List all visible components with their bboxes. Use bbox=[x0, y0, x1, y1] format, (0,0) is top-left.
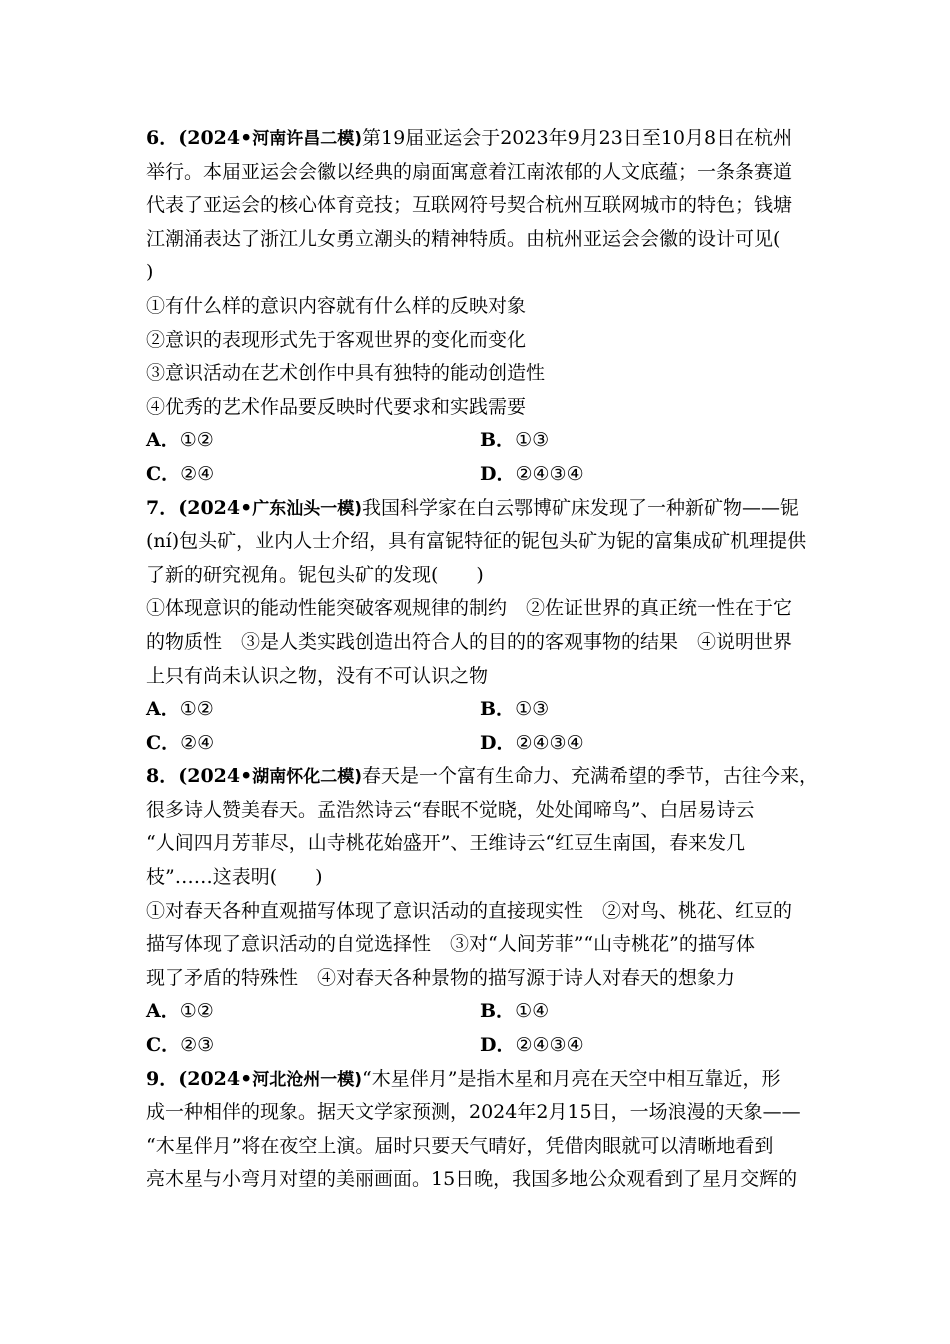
option-text: ①④ bbox=[515, 1000, 550, 1023]
option-d bbox=[480, 458, 814, 492]
question-text-line: ) bbox=[146, 261, 154, 284]
question-8-line-1 bbox=[146, 760, 819, 794]
option-letter: D． bbox=[480, 731, 516, 754]
question-number: 6． bbox=[146, 127, 179, 149]
option-letter: C． bbox=[146, 462, 181, 485]
option-a bbox=[146, 424, 480, 458]
document-page bbox=[146, 122, 819, 1197]
option-text: ①③ bbox=[515, 698, 550, 721]
option-text: ①② bbox=[179, 1000, 214, 1023]
option-letter: D． bbox=[480, 462, 516, 485]
question-text-line: (ní)包头矿，业内人士介绍，具有富铌特征的铌包头矿为铌的富集成矿机理提供 bbox=[146, 530, 807, 553]
option-letter: B． bbox=[480, 429, 516, 452]
option-c bbox=[146, 727, 480, 761]
options-row bbox=[146, 458, 814, 492]
question-9 bbox=[146, 1063, 814, 1197]
question-7 bbox=[146, 492, 814, 761]
statement: 现了矛盾的特殊性 ④对春天各种景物的描写源于诗人对春天的想象力 bbox=[146, 966, 736, 989]
option-d bbox=[480, 1029, 814, 1063]
option-letter: A． bbox=[146, 1000, 180, 1023]
option-letter: C． bbox=[146, 731, 181, 754]
option-a bbox=[146, 995, 480, 1029]
question-7-line-1 bbox=[146, 492, 814, 526]
question-text-line: 了新的研究视角。铌包头矿的发现( ) bbox=[146, 563, 484, 586]
question-6-line-1 bbox=[146, 122, 814, 156]
option-b bbox=[480, 693, 814, 727]
option-text: ②④③④ bbox=[515, 1034, 584, 1057]
source-separator-dot: • bbox=[240, 127, 253, 149]
question-text-line: 江潮涌表达了浙江儿女勇立潮头的精神特质。由杭州亚运会会徽的设计可见( bbox=[146, 227, 781, 250]
options-row bbox=[146, 1029, 814, 1063]
option-letter: A． bbox=[146, 698, 180, 721]
option-c bbox=[146, 1029, 480, 1063]
source-separator-dot: • bbox=[240, 496, 253, 519]
option-letter: C． bbox=[146, 1034, 181, 1057]
question-text-line: 举行。本届亚运会会徽以经典的扇面寓意着江南浓郁的人文底蕴；一条条赛道 bbox=[146, 160, 793, 183]
statement: ①有什么样的意识内容就有什么样的反映对象 bbox=[146, 294, 527, 317]
statement: ①对春天各种直观描写体现了意识活动的直接现实性 ②对鸟、桃花、红豆的 bbox=[146, 899, 793, 922]
statement: 描写体现了意识活动的自觉选择性 ③对“人间芳菲”“山寺桃花”的描写体 bbox=[146, 933, 755, 956]
statement: ④优秀的艺术作品要反映时代要求和实践需要 bbox=[146, 395, 527, 418]
option-letter: A． bbox=[146, 429, 180, 452]
question-text-line: 我国科学家在白云鄂博矿床发现了一种新矿物——铌 bbox=[362, 496, 800, 519]
question-text-line: 代表了亚运会的核心体育竞技；互联网符号契合杭州互联网城市的特色；钱塘 bbox=[146, 194, 793, 217]
question-text-line: 春天是一个富有生命力、充满希望的季节，古往今来， bbox=[362, 765, 819, 788]
option-a bbox=[146, 693, 480, 727]
options-row bbox=[146, 727, 814, 761]
options-row bbox=[146, 424, 814, 458]
options-row bbox=[146, 995, 814, 1029]
option-text: ②④ bbox=[180, 462, 215, 485]
option-letter: B． bbox=[480, 1000, 516, 1023]
question-text-line: 第19届亚运会于2023年9月23日至10月8日在杭州 bbox=[362, 127, 793, 149]
question-source-place: 广东汕头一模) bbox=[252, 498, 363, 519]
statement: 上只有尚未认识之物，没有不可认识之物 bbox=[146, 664, 489, 687]
question-9-line-1 bbox=[146, 1063, 814, 1097]
option-text: ②③ bbox=[180, 1034, 215, 1057]
question-8 bbox=[146, 760, 819, 1062]
statement: ②意识的表现形式先于客观世界的变化而变化 bbox=[146, 328, 527, 351]
question-number: 9． bbox=[146, 1067, 179, 1090]
option-b bbox=[480, 995, 814, 1029]
question-text-line: 枝”……这表明( ) bbox=[146, 866, 323, 889]
question-source-place: 湖南怀化二模) bbox=[252, 767, 363, 788]
option-text: ①③ bbox=[515, 429, 550, 452]
question-source-year: (2024 bbox=[178, 765, 241, 788]
option-d bbox=[480, 727, 814, 761]
question-source-year: (2024 bbox=[178, 496, 241, 519]
question-source-year: (2024 bbox=[178, 1067, 241, 1090]
question-source-place: 河南许昌二模) bbox=[252, 129, 363, 149]
question-number: 8． bbox=[146, 765, 179, 788]
question-text-line: “木星伴月”是指木星和月亮在天空中相互靠近，形 bbox=[362, 1067, 781, 1090]
question-text-line: “木星伴月”将在夜空上演。届时只要天气晴好，凭借肉眼就可以清晰地看到 bbox=[146, 1134, 774, 1157]
statement: 的物质性 ③是人类实践创造出符合人的目的的客观事物的结果 ④说明世界 bbox=[146, 630, 793, 653]
options-row bbox=[146, 693, 814, 727]
option-letter: D． bbox=[480, 1034, 516, 1057]
statement: ③意识活动在艺术创作中具有独特的能动创造性 bbox=[146, 362, 546, 385]
question-6 bbox=[146, 122, 814, 492]
option-text: ②④③④ bbox=[515, 731, 584, 754]
option-text: ①② bbox=[179, 429, 214, 452]
question-text-line: 亮木星与小弯月对望的美丽画面。15日晚，我国多地公众观看到了星月交辉的 bbox=[146, 1168, 798, 1191]
option-c bbox=[146, 458, 480, 492]
question-text-line: 很多诗人赞美春天。孟浩然诗云“春眠不觉晓，处处闻啼鸟”、白居易诗云 bbox=[146, 798, 755, 821]
question-text-line: 成一种相伴的现象。据天文学家预测，2024年2月15日，一场浪漫的天象—— bbox=[146, 1101, 801, 1124]
option-text: ①② bbox=[179, 698, 214, 721]
statement: ①体现意识的能动性能突破客观规律的制约 ②佐证世界的真正统一性在于它 bbox=[146, 597, 793, 620]
option-letter: B． bbox=[480, 698, 516, 721]
source-separator-dot: • bbox=[240, 765, 253, 788]
option-text: ②④ bbox=[180, 731, 215, 754]
question-source-place: 河北沧州一模) bbox=[252, 1069, 363, 1090]
question-text-line: “人间四月芳菲尽，山寺桃花始盛开”、王维诗云“红豆生南国，春来发几 bbox=[146, 832, 746, 855]
option-b bbox=[480, 424, 814, 458]
source-separator-dot: • bbox=[240, 1067, 253, 1090]
question-number: 7． bbox=[146, 496, 179, 519]
option-text: ②④③④ bbox=[515, 462, 584, 485]
question-source-year: (2024 bbox=[178, 127, 241, 149]
